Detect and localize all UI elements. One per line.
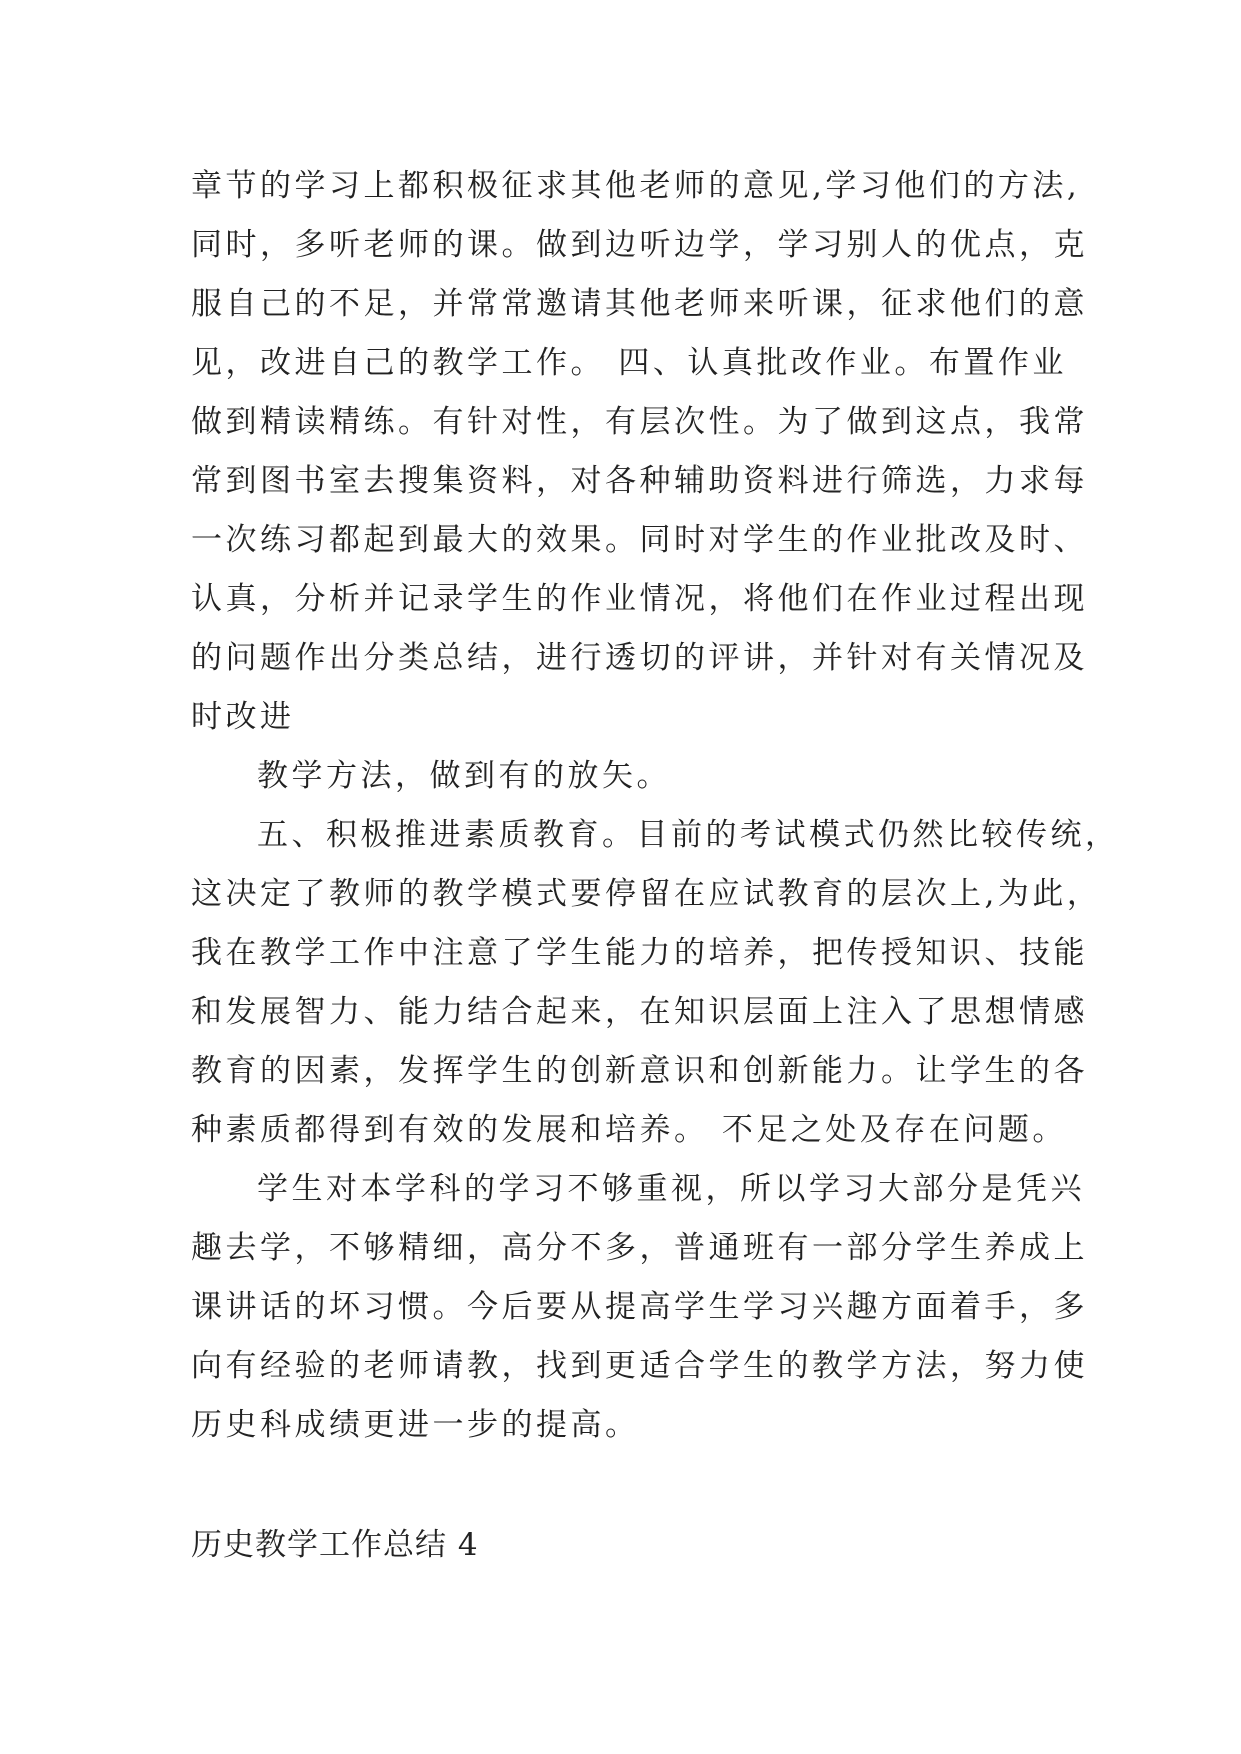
section-heading: 历史教学工作总结 4 [191, 1527, 479, 1563]
text-line-17: 种素质都得到有效的发展和培养。 不足之处及存在问题。 [191, 1112, 1067, 1148]
text-line-18: 学生对本学科的学习不够重视，所以学习大部分是凭兴 [257, 1171, 1085, 1207]
text-line-13: 这决定了教师的教学模式要停留在应试教育的层次上,为此， [191, 876, 1102, 912]
text-line-6: 常到图书室去搜集资料，对各种辅助资料进行筛选，力求每 [191, 463, 1088, 499]
text-line-10: 时改进 [191, 699, 295, 735]
text-line-1: 章节的学习上都积极征求其他老师的意见,学习他们的方法, [191, 168, 1081, 204]
text-line-2: 同时，多听老师的课。做到边听边学，学习别人的优点，克 [191, 227, 1088, 263]
text-line-5: 做到精读精练。有针对性，有层次性。为了做到这点，我常 [191, 404, 1088, 440]
text-line-15: 和发展智力、能力结合起来，在知识层面上注入了思想情感 [191, 994, 1088, 1030]
text-line-4: 见，改进自己的教学工作。 四、认真批改作业。布置作业 [191, 345, 1067, 381]
text-line-14: 我在教学工作中注意了学生能力的培养，把传授知识、技能 [191, 935, 1088, 971]
text-line-16: 教育的因素，发挥学生的创新意识和创新能力。让学生的各 [191, 1053, 1088, 1089]
text-line-7: 一次练习都起到最大的效果。同时对学生的作业批改及时、 [191, 522, 1088, 558]
text-line-11: 教学方法，做到有的放矢。 [257, 758, 671, 794]
text-line-22: 历史科成绩更进一步的提高。 [191, 1407, 640, 1443]
text-line-12: 五、积极推进素质教育。目前的考试模式仍然比较传统， [257, 817, 1120, 853]
text-line-8: 认真，分析并记录学生的作业情况，将他们在作业过程出现 [191, 581, 1088, 617]
text-line-3: 服自己的不足，并常常邀请其他老师来听课，征求他们的意 [191, 286, 1088, 322]
text-line-20: 课讲话的坏习惯。今后要从提高学生学习兴趣方面着手，多 [191, 1289, 1088, 1325]
text-line-19: 趣去学，不够精细，高分不多，普通班有一部分学生养成上 [191, 1230, 1088, 1266]
text-line-21: 向有经验的老师请教，找到更适合学生的教学方法，努力使 [191, 1348, 1088, 1384]
text-line-9: 的问题作出分类总结，进行透切的评讲，并针对有关情况及 [191, 640, 1088, 676]
